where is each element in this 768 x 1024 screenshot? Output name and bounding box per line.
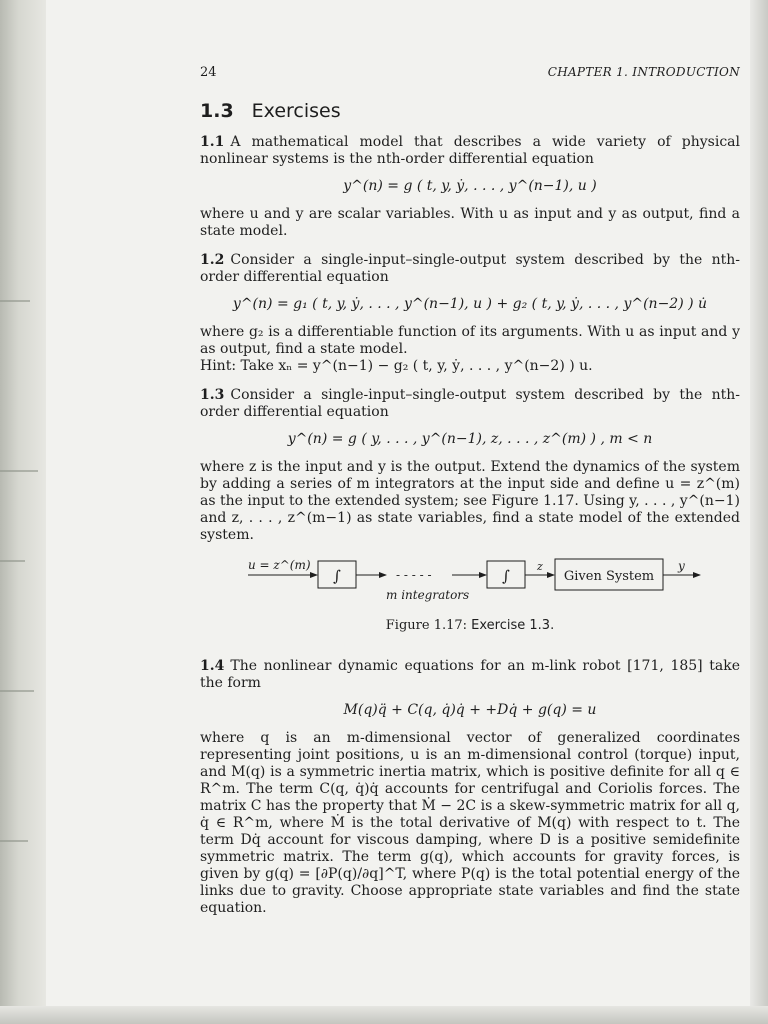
exercise-text: A mathematical model that describes a wide variety of physical nonlinear systems is the nth-order differential equation [200, 134, 740, 167]
exercise-number: 1.2 [200, 252, 225, 268]
block-diagram [200, 556, 740, 611]
hint-text: Hint: Take xₙ = y^(n−1) − g₂ ( t, y, ẏ, . . . , y^(n−2) ) u. [200, 358, 593, 374]
exercise-1-3 [200, 387, 740, 544]
section-heading [200, 100, 740, 122]
page-number: 24 [200, 65, 217, 80]
exercise-number: 1.4 [200, 658, 225, 674]
exercise-text: Consider a single-input–single-output system described by the nth-order differential equation [200, 252, 740, 285]
input-label: u = z^(m) [248, 558, 311, 572]
exercise-1-1 [200, 134, 740, 240]
exercise-text: where z is the input and y is the output. Extend the dynamics of the system by adding a series of m integrators at the input side and define u = z^(m) as the input to the extended system; see Figure 1.17. Using y, . . . , y^(n−1) and z, . . . , z^(m−1) as state variables, find a state model of the extended system. [200, 459, 740, 543]
exercise-1-4 [200, 658, 740, 917]
equation: y^(n) = g ( y, . . . , y^(n−1), z, . . . , z^(m) ) , m < n [287, 431, 653, 447]
section-title: Exercises [251, 100, 341, 122]
section-number: 1.3 [200, 100, 234, 122]
caption-label: Figure 1.17: [385, 618, 468, 633]
exercise-number: 1.1 [200, 134, 225, 150]
figure-caption [200, 617, 740, 634]
exercise-1-2 [200, 252, 740, 375]
equation: y^(n) = g ( t, y, ẏ, . . . , y^(n−1), u ) [343, 178, 597, 194]
book-page [200, 64, 740, 929]
exercise-number: 1.3 [200, 387, 225, 403]
equation: M(q)q̈ + C(q, q̇)q̇ + +Dq̇ + g(q) = u [343, 702, 597, 718]
dashes: - - - - - [396, 568, 432, 582]
page-edge-right [750, 0, 768, 1024]
given-system-label: Given System [563, 569, 655, 584]
running-header [200, 64, 740, 81]
integral-sign: ∫ [502, 567, 510, 585]
equation: y^(n) = g₁ ( t, y, ẏ, . . . , y^(n−1), u ) + g₂ ( t, y, ẏ, . . . , y^(n−2) ) u̇ [232, 296, 708, 312]
chapter-title: CHAPTER 1. INTRODUCTION [547, 65, 740, 79]
integral-sign: ∫ [333, 567, 341, 585]
exercise-text: The nonlinear dynamic equations for an m-link robot [171, 185] take the form [200, 658, 740, 691]
exercise-text: where u and y are scalar variables. With u as input and y as output, find a state model. [200, 206, 740, 239]
exercise-text: where g₂ is a differentiable function of its arguments. With u as input and y as output, find a state model. [200, 324, 740, 357]
output-label: y [678, 559, 685, 573]
exercise-text: Consider a single-input–single-output system described by the nth-order differential equation [200, 387, 740, 420]
z-label: z [537, 560, 543, 573]
page-edge-left [0, 0, 46, 1024]
page-edge-bottom [0, 1006, 768, 1024]
exercise-text: where q is an m-dimensional vector of generalized coordinates representing joint positions, u is an m-dimensional control (torque) input, and M(q) is a symmetric inertia matrix, which is positive definite for all q ∈ R^m. The term C(q, q̇)q̇ accounts for centrifugal and Coriolis forces. The matrix C has the property that Ṁ − 2C is a skew-symmetric matrix for all q, q̇ ∈ R^m, where Ṁ is the total derivative of M(q) with respect to t. The term Dq̇ account for viscous damping, where D is a positive semidefinite symmetric matrix. The term g(q), which accounts for gravity forces, is given by g(q) = [∂P(q)/∂q]^T, where P(q) is the total potential energy of the links due to gravity. Choose appropriate state variables and find the state equation. [200, 730, 740, 916]
caption-text: Exercise 1.3. [471, 618, 555, 633]
integrators-label: m integrators [386, 588, 470, 602]
